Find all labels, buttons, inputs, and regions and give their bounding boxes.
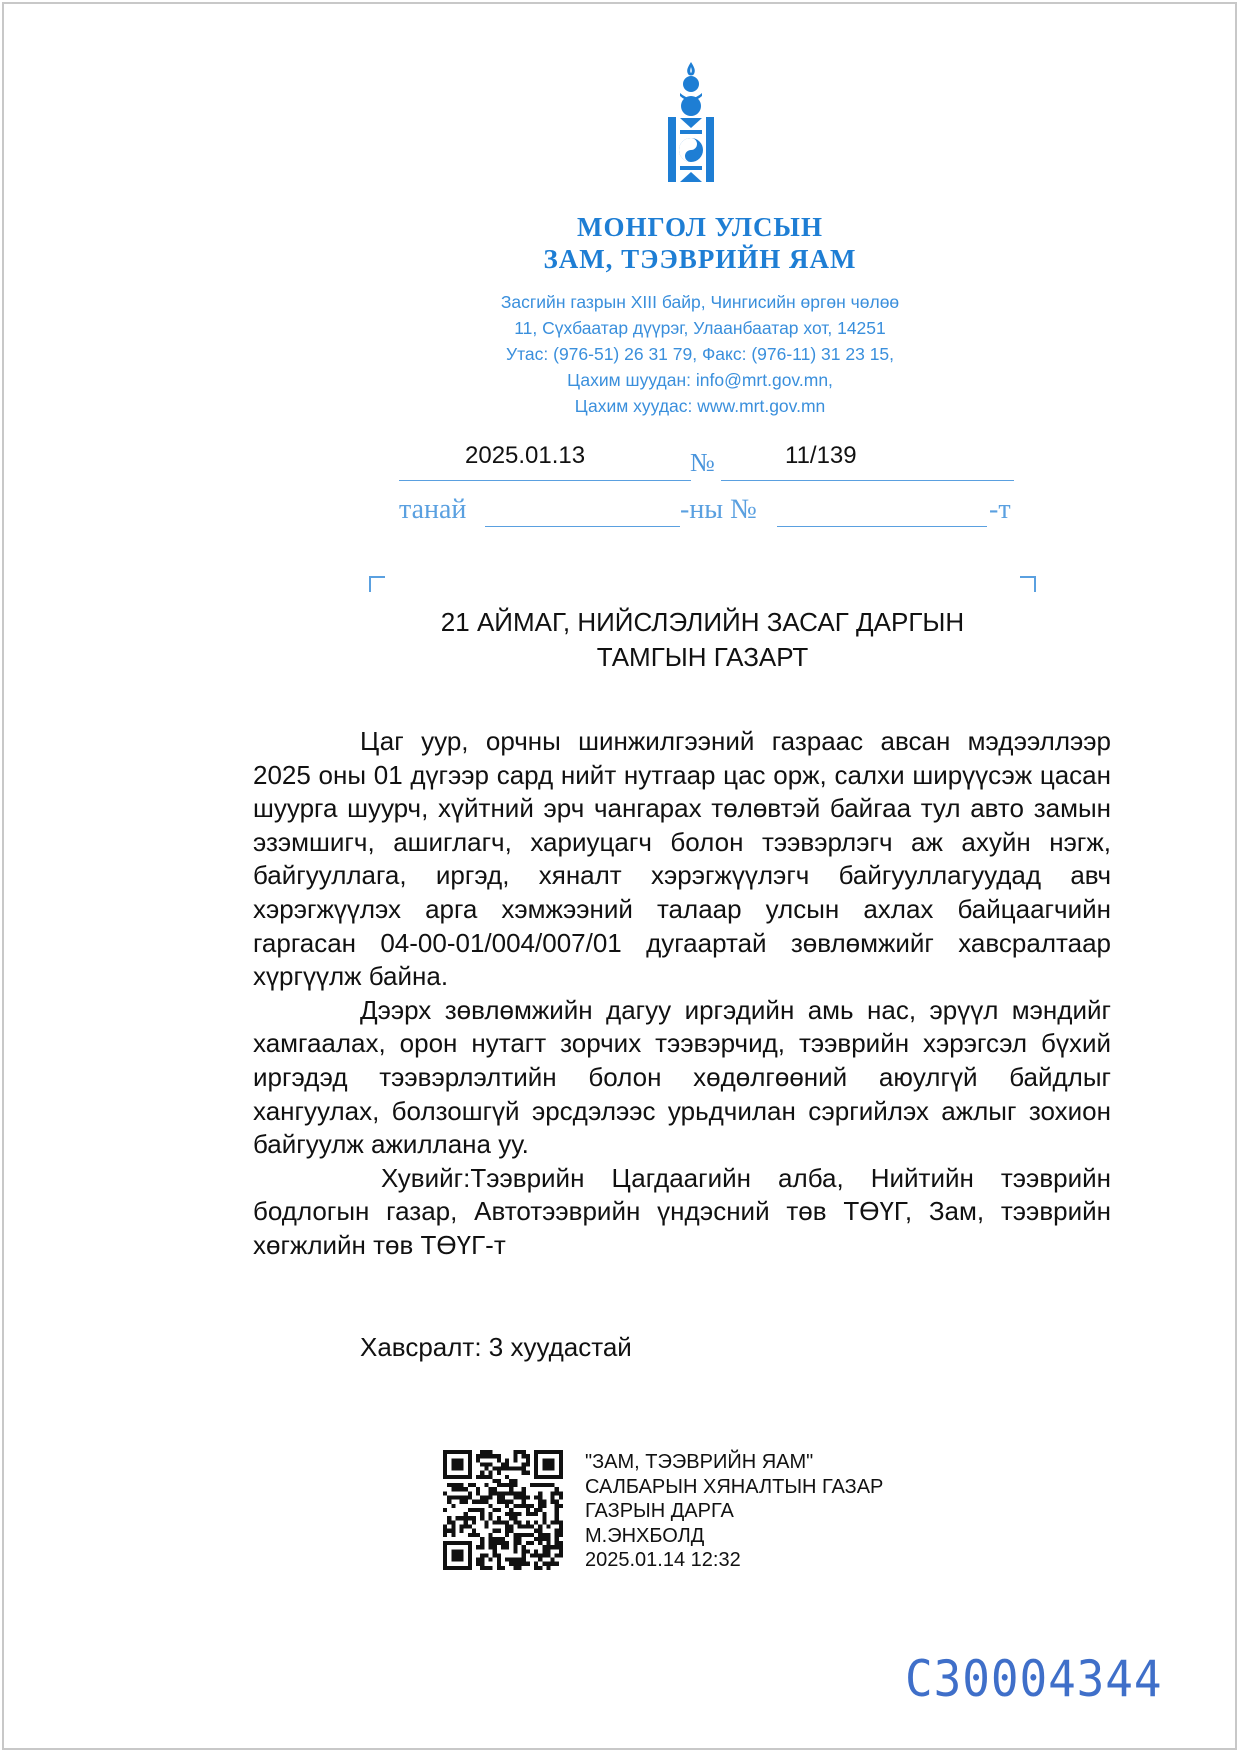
reference-row (399, 494, 1019, 534)
signature-position: ГАЗРЫН ДАРГА (585, 1500, 734, 1522)
ministry-name-line2: ЗАМ, ТЭЭВРИЙН ЯАМ (543, 244, 857, 274)
ministry-name-line1: МОНГОЛ УЛСЫН (577, 212, 823, 242)
address-line1: Засгийн газрын XIII байр, Чингисийн өргөн чөлөө (500, 292, 900, 312)
body-paragraph-2: Дээрх зөвлөмжийн дагуу иргэдийн амь нас, эрүүл мэндийг хамгаалах, орон нутагт зорчих тээвэрчид, тээврийн хэрэгсэл бүхий иргэдэд тээвэрлэлтийн болон хөдөлгөөний аюулгүй байдлыг хангуулах, болзошгүй эрсдэлээс урьдчилан сэргийлэх ажлыг зохион байгуулж ажиллана уу. (253, 994, 1111, 1160)
email-line: Цахим шуудан: info@mrt.gov.mn, (567, 370, 833, 390)
signature-name: М.ЭНХБОЛД (585, 1524, 705, 1547)
body-paragraph-1: Цаг уур, орчны шинжилгээний газраас авсан мэдээллээр 2025 оны 01 дүгээр сард нийт нутгаар цас орж, салхи ширүүсэж цасан шуурга шуурч, хүйтний эрч чангарах төлөвтэй байгаа тул авто замын эзэмшигч, ашиглагч, хариуцагч болон тээвэрлэгч аж ахуйн нэгж, байгууллага, иргэд, хяналт хэрэгжүүлэгч байгууллагуудад авч хэрэгжүүлэх арга хэмжээний талаар улсын ахлах байцаагчийн гаргасан 04-00-01/004/007/01 дугаартай зөвлөмжийг хавсралтаар хүргүүлж байна. (253, 726, 1111, 992)
soyombo-emblem-icon (668, 62, 714, 208)
letter-body (253, 725, 1111, 1263)
registration-number: 11/139 (785, 442, 857, 469)
attachment-note: Хавсралт: 3 хуудастай (360, 1332, 632, 1362)
phone-fax-line: Утас: (976-51) 26 31 79, Факс: (976-11) 31 23 15, (505, 344, 895, 364)
reference-suffix: -т (989, 494, 1011, 525)
address-corner-right (1020, 576, 1036, 592)
reference-number-blank (777, 526, 987, 527)
qr-code-icon (443, 1450, 563, 1570)
reference-middle: -ны № (680, 494, 757, 525)
registration-number-underline (721, 480, 1014, 481)
registration-date: 2025.01.13 (465, 442, 586, 469)
address-corner-left (369, 576, 385, 592)
registration-date-underline (399, 480, 691, 481)
addressee-line1: 21 АЙМАГ, НИЙСЛЭЛИЙН ЗАСАГ ДАРГЫН (440, 607, 965, 637)
signature-department: САЛБАРЫН ХЯНАЛТЫН ГАЗАР (585, 1475, 884, 1498)
signature-org: "ЗАМ, ТЭЭВРИЙН ЯАМ" (585, 1451, 814, 1473)
reference-prefix: танай (399, 494, 467, 525)
website-line: Цахим хуудас: www.mrt.gov.mn (574, 396, 826, 416)
registration-number-sign: № (690, 448, 715, 477)
signature-block (585, 1450, 883, 1573)
stamp-serial-number: C30004344 (905, 1650, 1163, 1708)
reference-date-blank (485, 526, 680, 527)
addressee-line2: ТАМГЫН ГАЗАРТ (596, 642, 809, 672)
address-line2: 11, Сүхбаатар дүүрэг, Улаанбаатар хот, 14251 (514, 318, 886, 338)
registration-row (399, 436, 1014, 486)
signature-timestamp: 2025.01.14 12:32 (585, 1549, 741, 1571)
copy-to-paragraph: Хувийг:Тээврийн Цагдаагийн алба, Нийтийн тээврийн бодлогын газар, Автотээврийн үндэсний төв ТӨҮГ, Зам, тээврийн хөгжлийн төв ТӨҮГ-т (253, 1162, 1111, 1260)
